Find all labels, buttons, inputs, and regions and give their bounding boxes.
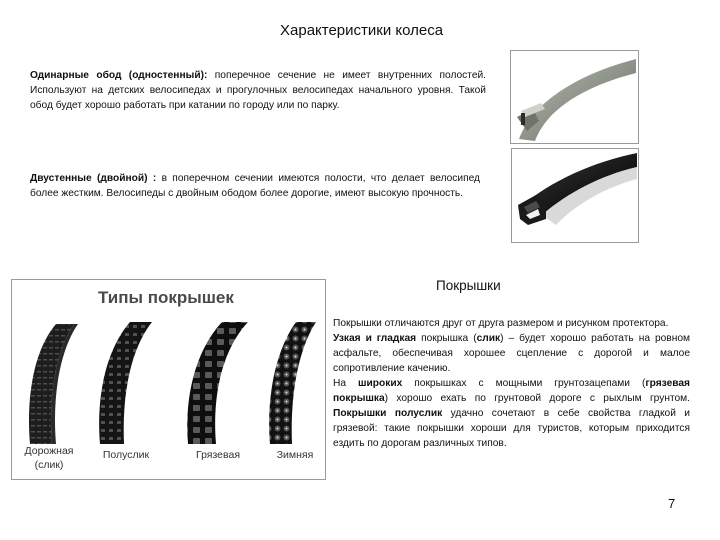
tire-label-mud: Грязевая xyxy=(195,449,241,461)
slick-text-mid: покрышка ( xyxy=(416,333,477,344)
semi-slick-term: Покрышки полуслик xyxy=(333,408,443,419)
slick-word: слик xyxy=(476,333,501,344)
tire-label-winter: Зимняя xyxy=(276,449,314,461)
double-rim-paragraph xyxy=(30,171,480,201)
single-rim-paragraph xyxy=(30,68,486,113)
mud-text-pre: На xyxy=(333,378,359,389)
double-rim-photo xyxy=(511,148,639,243)
single-rim-photo xyxy=(510,50,639,144)
mud-text-mid: покрышках с мощными грунтозацепами ( xyxy=(402,378,646,389)
road-tire-icon xyxy=(29,324,78,444)
tire-label-road: Дорожная (слик) xyxy=(24,445,74,471)
single-rim-text: поперечное сечение не имеет внутренних полостей. Используют на детских велосипедах и прогулочных велосипедах начального уровня. Такой обод будет хорошо работать при катании по городу или по парку. xyxy=(30,70,486,111)
double-rim-text: в поперечном сечении имеются полости, что делает велосипед более жестким. Велосипеды с двойным ободом более дорогие, имеют высокую прочность. xyxy=(30,173,480,199)
tires-intro: Покрышки отличаются друг от друга размером и рисунком протектора. xyxy=(333,318,669,329)
single-rim-term: Одинарные обод (одностенный): xyxy=(30,70,208,81)
slick-term: Узкая и гладкая xyxy=(333,333,417,344)
mud-term: грязевая покрышка xyxy=(333,378,691,404)
mud-tire-icon xyxy=(187,322,248,444)
slick-text-rest: ) – будет хорошо работать на ровном асфальте, обеспечивая хорошее сцепление с дорогой и малое сопротивление качению. xyxy=(333,333,690,374)
tires-paragraph xyxy=(333,316,690,451)
semi-slick-text: удачно сочетают в себе свойства гладкой и грязевой: такие покрышки хороши для туристов, которым приходится ездить по дорогам различных типов. xyxy=(333,408,690,449)
winter-tire-icon xyxy=(269,322,316,444)
mud-text-rest: ) хорошо ехать по грунтовой дороге с рыхлым грунтом. xyxy=(384,393,690,404)
tires-heading: Покрышки xyxy=(436,278,501,293)
page-number: 7 xyxy=(668,496,676,511)
page-title: Характеристики колеса xyxy=(280,22,444,39)
wide-term: широких xyxy=(358,378,403,389)
double-rim-term: Двустенные (двойной) : xyxy=(30,173,157,184)
semi-slick-tire-icon xyxy=(99,322,152,444)
tire-label-semi-slick: Полуслик xyxy=(102,449,150,461)
tire-image-title: Типы покрышек xyxy=(98,288,234,307)
tire-types-image xyxy=(11,279,326,480)
